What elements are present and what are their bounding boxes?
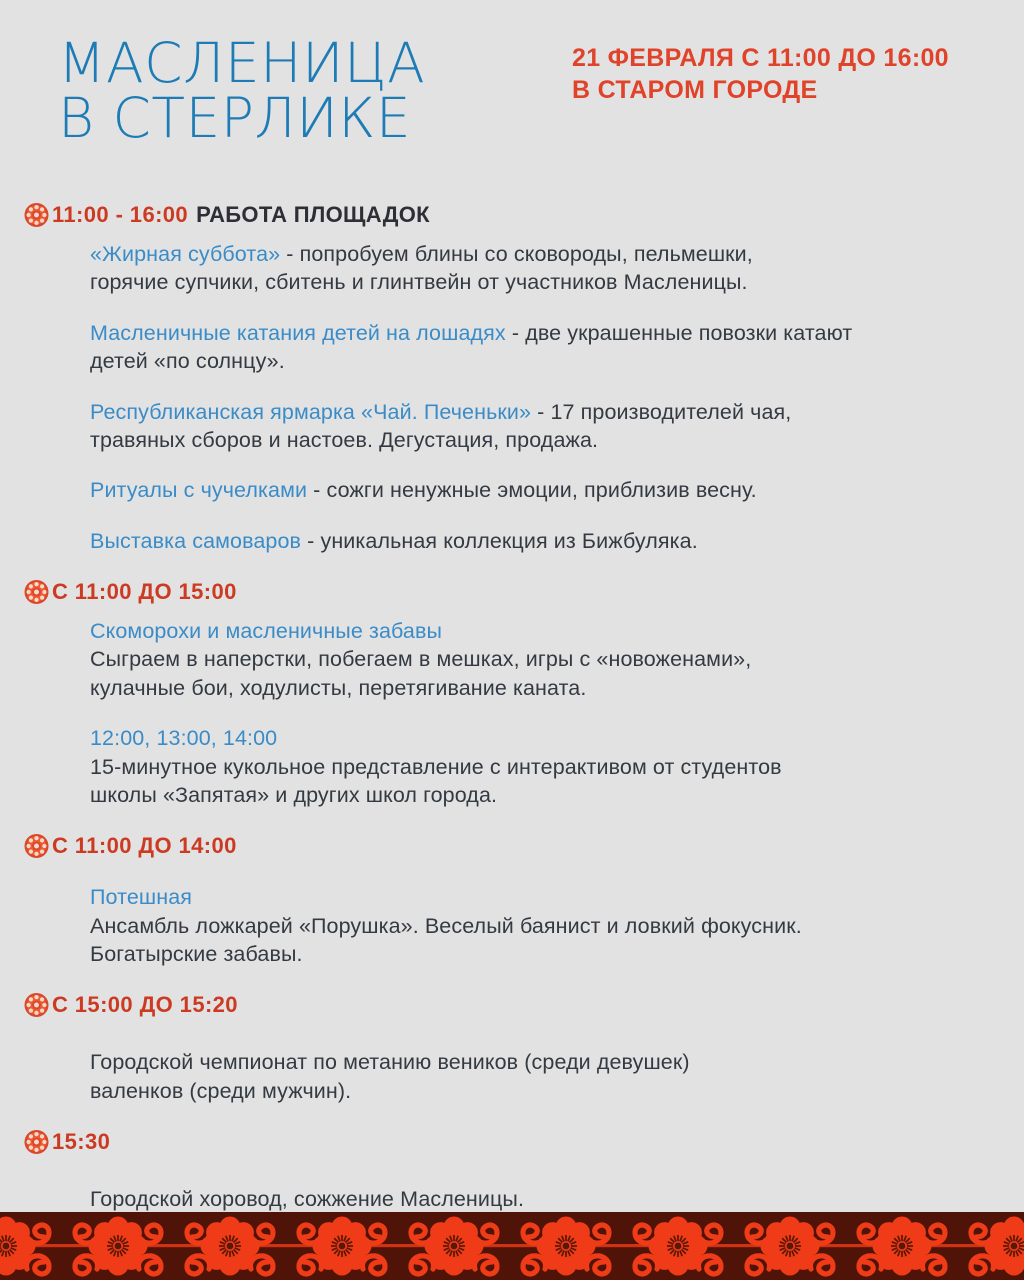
item-text-2: школы «Запятая» и других школ города. <box>90 782 498 807</box>
title-line-2: В СТЕРЛИКЕ <box>58 85 412 150</box>
item-text-1: Ансамбль ложкарей «Порушка». Веселый баянист и ловкий фокусник. <box>90 913 802 938</box>
item-name: «Жирная суббота» <box>90 242 281 266</box>
list-item <box>90 883 970 968</box>
block-label: РАБОТА ПЛОЩАДОК <box>196 202 430 227</box>
list-item <box>90 724 970 809</box>
item-text-1: сожги ненужные эмоции, приблизив весну. <box>326 478 757 503</box>
schedule-list <box>0 200 1024 1214</box>
item-separator: - <box>280 242 300 266</box>
poster-title <box>58 31 538 150</box>
item-heading: Скоморохи и масленичные забавы <box>90 619 443 643</box>
item-separator: - <box>307 478 327 503</box>
poster-header <box>0 0 1024 190</box>
item-name: Выставка самоваров <box>90 528 302 553</box>
item-text-1: Городской чемпионат по метанию веников (среди девушек) <box>90 1050 690 1075</box>
item-name: Ритуалы с чучелками <box>90 478 308 503</box>
item-heading: 12:00, 13:00, 14:00 <box>90 726 278 751</box>
item-text-1: уникальная коллекция из Бижбуляка. <box>320 528 698 553</box>
sun-pancake-icon <box>24 1130 49 1155</box>
sun-pancake-icon <box>24 203 49 228</box>
item-text-2: детей «по солнцу». <box>90 349 285 374</box>
list-item <box>90 1185 970 1213</box>
sun-pancake-icon <box>24 993 49 1018</box>
list-item <box>90 240 970 297</box>
schedule-block-khorovod <box>0 1127 1024 1213</box>
list-item <box>90 617 970 702</box>
item-separator: - <box>505 320 526 345</box>
block-heading <box>52 200 1024 230</box>
block-time: 15:30 <box>52 1129 111 1155</box>
list-item <box>90 398 970 455</box>
block-heading <box>52 577 1024 607</box>
list-item <box>90 476 970 504</box>
item-text-2: валенков (среди мужчин). <box>90 1078 352 1103</box>
event-date-time <box>572 42 1002 106</box>
schedule-block-poteshnaya <box>0 831 1024 968</box>
item-text-1: Сыграем в наперстки, побегаем в мешках, игры с «новоженами», <box>90 647 752 672</box>
sun-pancake-icon <box>24 580 49 605</box>
item-name: Республиканская ярмарка «Чай. Печеньки» <box>90 399 532 424</box>
item-text-2: Богатырские забавы. <box>90 942 303 966</box>
item-heading: Потешная <box>90 885 193 910</box>
list-item <box>90 1048 970 1105</box>
block-heading <box>52 990 1024 1020</box>
item-separator: - <box>531 399 551 424</box>
block-time: С 11:00 ДО 15:00 <box>52 579 237 604</box>
schedule-block-championship <box>0 990 1024 1105</box>
block-items <box>52 863 1024 968</box>
block-heading <box>52 1127 1024 1157</box>
block-items <box>52 609 1024 809</box>
date-line-2: В СТАРОМ ГОРОДЕ <box>572 76 818 104</box>
list-item <box>90 527 970 555</box>
item-name: Масленичные катания детей на лошадях <box>90 320 506 345</box>
schedule-block-skomorokhi <box>0 577 1024 809</box>
block-time: С 15:00 ДО 15:20 <box>52 992 238 1018</box>
item-separator: - <box>301 528 321 553</box>
item-text-1: Городской хоровод, сожжение Масленицы. <box>90 1187 525 1212</box>
block-items <box>52 232 1024 555</box>
schedule-block-venues <box>0 200 1024 555</box>
block-time: 11:00 - 16:00 <box>52 202 189 227</box>
item-text-2: горячие супчики, сбитень и глинтвейн от участников Масленицы. <box>90 270 748 295</box>
block-items <box>52 1159 1024 1213</box>
date-line-1: 21 ФЕВРАЛЯ С 11:00 ДО 16:00 <box>572 44 949 72</box>
item-text-1: 17 производителей чая, <box>550 399 792 424</box>
sun-pancake-icon <box>24 834 49 859</box>
item-text-2: травяных сборов и настоев. Дегустация, продажа. <box>90 427 599 452</box>
item-text-1: две украшенные повозки катают <box>525 320 853 345</box>
item-text-1: попробуем блины со сковороды, пельмешки, <box>299 242 753 266</box>
item-text-2: кулачные бои, ходулисты, перетягивание каната. <box>90 675 587 700</box>
folk-ornament-band <box>0 1212 1024 1280</box>
block-time: С 11:00 ДО 14:00 <box>52 833 237 859</box>
title-line-1: МАСЛЕНИЦА <box>58 31 426 95</box>
list-item <box>90 319 970 376</box>
item-text-1: 15-минутное кукольное представление с интерактивом от студентов <box>90 754 782 779</box>
block-items <box>52 1022 1024 1105</box>
block-heading <box>52 831 1024 861</box>
